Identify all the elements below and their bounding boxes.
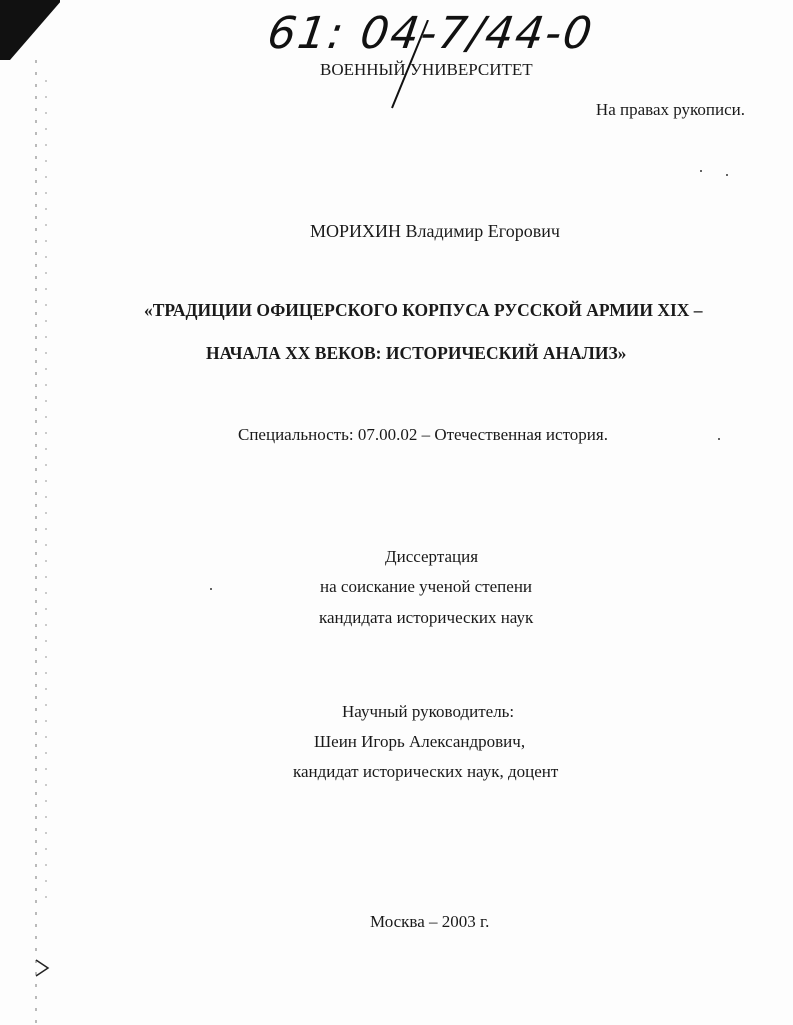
scan-speck — [718, 438, 720, 440]
university-name: ВОЕННЫЙ УНИВЕРСИТЕТ — [320, 60, 533, 79]
supervisor-degree: кандидат исторических наук, доцент — [293, 762, 559, 781]
supervisor-label: Научный руководитель: — [342, 702, 515, 721]
handwritten-archive-mark: 61: 04-7/44-0 — [264, 8, 597, 59]
dissertation-line-1: Диссертация — [385, 547, 479, 566]
rights-notice: На правах рукописи. — [595, 100, 745, 119]
scan-speck — [210, 588, 212, 590]
scan-speck — [726, 174, 728, 176]
supervisor-name: Шеин Игорь Александрович, — [314, 732, 526, 751]
scan-edge-artifact — [0, 0, 60, 1025]
title-line-2: НАЧАЛА XX ВЕКОВ: ИСТОРИЧЕСКИЙ АНАЛИЗ» — [206, 343, 627, 363]
dissertation-line-3: кандидата исторических наук — [319, 608, 534, 627]
scan-speck — [700, 170, 702, 172]
city-year: Москва – 2003 г. — [370, 912, 490, 931]
author-name: МОРИХИН Владимир Егорович — [310, 221, 560, 241]
dissertation-line-2: на соискание ученой степени — [320, 577, 533, 596]
specialty: Специальность: 07.00.02 – Отечественная история. — [238, 425, 608, 444]
title-line-1: «ТРАДИЦИИ ОФИЦЕРСКОГО КОРПУСА РУССКОЙ АРМИИ XIX – — [144, 300, 703, 320]
